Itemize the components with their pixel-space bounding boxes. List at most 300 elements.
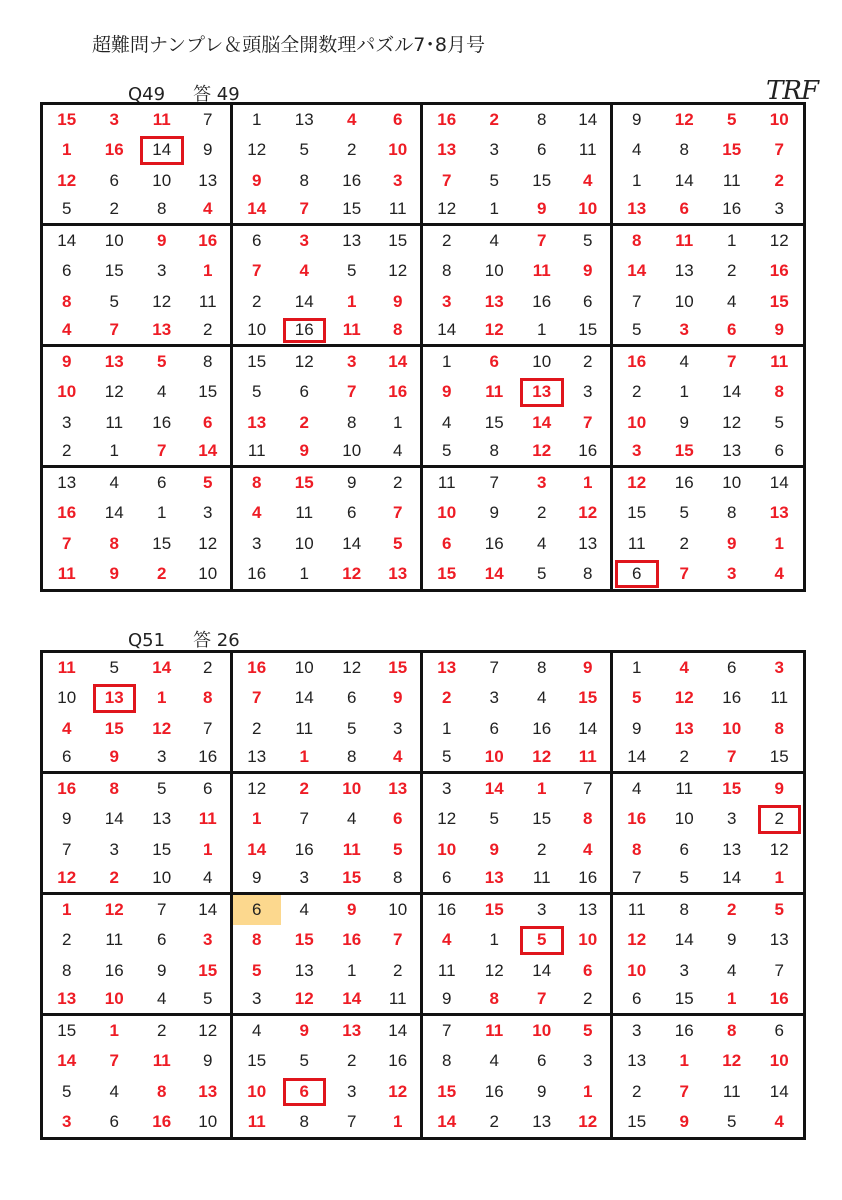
- grid-cell: 3: [489, 688, 499, 708]
- grid-cell: 11: [152, 1051, 171, 1071]
- grid-cell: 2: [442, 231, 452, 251]
- grid-cell: 7: [157, 900, 167, 920]
- grid-cell: 16: [104, 140, 124, 160]
- grid-cell: 8: [376, 317, 424, 347]
- grid-cell: 1: [679, 382, 689, 402]
- grid-cell: 11: [566, 135, 614, 165]
- grid-cell: 6: [661, 196, 709, 226]
- grid-cell: 4: [43, 317, 91, 347]
- grid-cell: 16: [342, 170, 362, 190]
- grid-cell: 12: [342, 563, 362, 583]
- grid-cell: 3: [157, 261, 167, 281]
- grid-cell: 9: [727, 533, 737, 553]
- grid-cell: 4: [186, 865, 234, 895]
- grid-cell: 15: [328, 196, 376, 226]
- answer-label: 答 49: [193, 84, 240, 105]
- grid-cell: 4: [299, 900, 309, 920]
- grid-cell: 9: [489, 503, 499, 523]
- grid-cell: 11: [152, 110, 171, 130]
- grid-cell: 15: [722, 779, 742, 799]
- grid-cell: 15: [294, 473, 314, 493]
- grid-cell: 16: [566, 438, 614, 468]
- grid-cell: 8: [62, 960, 72, 980]
- grid-cell: 15: [532, 170, 552, 190]
- grid-cell: 4: [347, 809, 357, 829]
- grid-cell: 3: [727, 563, 737, 583]
- grid-cell: 4: [252, 503, 262, 523]
- grid-cell: 3: [537, 473, 547, 493]
- grid-cell: 1: [489, 930, 499, 950]
- grid-cell: 8: [471, 438, 519, 468]
- grid-cell: 8: [252, 473, 262, 493]
- grid-cell: 7: [679, 1081, 689, 1101]
- grid-cell: 7: [537, 231, 547, 251]
- grid-cell: 3: [62, 1111, 72, 1131]
- grid-cell: 2: [347, 1051, 357, 1071]
- grid-cell: 8: [679, 900, 689, 920]
- grid-cell: 5: [299, 140, 309, 160]
- grid-cell: 13: [294, 960, 314, 980]
- grid-cell: 10: [294, 658, 314, 678]
- grid-cell: 9: [679, 1111, 689, 1131]
- grid-cell: 3: [756, 196, 804, 226]
- grid-cell: 16: [769, 261, 789, 281]
- grid-cell: 2: [252, 718, 262, 738]
- grid-cell: 2: [299, 412, 309, 432]
- grid-cell: 10: [674, 291, 694, 311]
- puzzle-id: Q49: [128, 84, 166, 105]
- grid-cell: 6: [252, 231, 262, 251]
- grid-cell: 5: [109, 291, 119, 311]
- grid-cell: 13: [437, 658, 457, 678]
- grid-cell: 3: [347, 1081, 357, 1101]
- grid-cell: 16: [532, 718, 552, 738]
- grid-cell: 8: [347, 412, 357, 432]
- grid-cell: 2: [679, 533, 689, 553]
- grid-cell: 1: [632, 658, 642, 678]
- grid-cell: 15: [661, 438, 709, 468]
- grid-cell: 12: [294, 352, 314, 372]
- grid-cell: 6: [442, 533, 452, 553]
- grid-cell: 16: [104, 960, 124, 980]
- grid-cell: 2: [347, 140, 357, 160]
- grid-cell: 3: [347, 352, 357, 372]
- grid-cell: 4: [679, 658, 689, 678]
- grid-cell: 4: [376, 744, 424, 774]
- grid-cell: 8: [186, 347, 234, 377]
- grid-cell: 16: [294, 839, 314, 859]
- grid-cell: 16: [566, 865, 614, 895]
- grid-cell: 10: [57, 382, 77, 402]
- grid-cell: 7: [347, 382, 357, 402]
- grid-cell: 8: [109, 533, 119, 553]
- grid-cell: 4: [632, 140, 642, 160]
- grid-cell: 16: [342, 930, 362, 950]
- grid-cell: 2: [91, 865, 139, 895]
- grid-cell: 1: [566, 1077, 614, 1107]
- grid-cell: 13: [674, 718, 694, 738]
- grid-cell: 9: [727, 930, 737, 950]
- grid-cell: 3: [679, 960, 689, 980]
- grid-cell: 4: [62, 718, 72, 738]
- grid-cell: 10: [566, 925, 614, 955]
- grid-cell: 11: [722, 1081, 741, 1101]
- grid-cell: 9: [62, 352, 72, 372]
- grid-cell: 4: [774, 563, 784, 583]
- grid-cell: 10: [627, 412, 647, 432]
- grid-cell: 4: [376, 438, 424, 468]
- grid-cell: 8: [774, 382, 784, 402]
- grid-cell: 14: [247, 839, 267, 859]
- grid-cell: 7: [376, 925, 424, 955]
- grid-cell: 1: [347, 960, 357, 980]
- grid-cell: 8: [471, 986, 519, 1016]
- grid-cell: 9: [423, 986, 471, 1016]
- grid-cell: 1: [157, 503, 167, 523]
- grid-cell: 1: [632, 170, 642, 190]
- grid-cell: 10: [294, 533, 314, 553]
- answer-label: 答 26: [193, 630, 240, 651]
- grid-cell: 11: [485, 382, 504, 402]
- grid-cell: 14: [294, 688, 314, 708]
- grid-cell: 1: [281, 744, 329, 774]
- grid-cell: 15: [186, 377, 234, 407]
- grid-cell: 6: [233, 895, 281, 925]
- grid-cell: 6: [299, 382, 309, 402]
- grid-cell: 2: [442, 688, 452, 708]
- grid-cell: 8: [679, 140, 689, 160]
- grid-cell: 3: [442, 779, 452, 799]
- grid-cell: 11: [675, 779, 694, 799]
- grid-cell: 13: [769, 503, 789, 523]
- grid-cell: 14: [294, 291, 314, 311]
- grid-cell: 10: [91, 986, 139, 1016]
- grid-cell: 5: [252, 382, 262, 402]
- grid-cell: 14: [722, 382, 742, 402]
- grid-cell: 12: [627, 473, 647, 493]
- grid-cell: 7: [708, 744, 756, 774]
- grid-cell: 13: [566, 529, 614, 559]
- grid-cell: 8: [727, 1021, 737, 1041]
- grid-cell: 7: [186, 105, 234, 135]
- grid-cell: 11: [770, 352, 789, 372]
- grid-cell: 6: [489, 352, 499, 372]
- grid-cell: 15: [186, 956, 234, 986]
- grid-cell: 3: [186, 498, 234, 528]
- grid-cell: 12: [57, 170, 77, 190]
- grid-cell: 12: [674, 110, 694, 130]
- grid-cell: 16: [627, 352, 647, 372]
- grid-cell: 1: [376, 1107, 424, 1137]
- grid-cell: 12: [769, 231, 789, 251]
- grid-cell: 8: [62, 291, 72, 311]
- grid-cell: 10: [627, 960, 647, 980]
- grid-cell: 2: [489, 1111, 499, 1131]
- grid-cell: 7: [442, 170, 452, 190]
- grid-cell: 16: [674, 473, 694, 493]
- grid-cell: 9: [252, 170, 262, 190]
- grid-cell: 11: [722, 170, 741, 190]
- grid-cell: 2: [537, 839, 547, 859]
- grid-cell: 16: [376, 1046, 424, 1076]
- grid-cell: 2: [566, 986, 614, 1016]
- grid-cell: 7: [347, 1111, 357, 1131]
- grid-cell: 11: [105, 930, 124, 950]
- grid-cell: 14: [437, 1111, 457, 1131]
- grid-cell: 4: [109, 1081, 119, 1101]
- grid-cell: 15: [627, 1111, 647, 1131]
- grid-cell: 4: [537, 533, 547, 553]
- grid-cell: 9: [632, 718, 642, 738]
- grid-cell: 11: [247, 1111, 266, 1131]
- answer-cell: 6: [281, 1077, 329, 1107]
- grid-cell: 9: [376, 683, 424, 713]
- grid-cell: 3: [632, 1021, 642, 1041]
- grid-cell: 13: [294, 110, 314, 130]
- grid-cell: 14: [708, 865, 756, 895]
- answer-cell: 2: [756, 804, 804, 834]
- grid-cell: 5: [347, 718, 357, 738]
- grid-cell: 15: [247, 352, 267, 372]
- grid-cell: 15: [722, 140, 742, 160]
- grid-cell: 8: [376, 865, 424, 895]
- grid-cell: 7: [138, 438, 186, 468]
- grid-cell: 6: [679, 839, 689, 859]
- grid-cell: 9: [774, 779, 784, 799]
- grid-cell: 16: [627, 809, 647, 829]
- grid-cell: 14: [769, 1081, 789, 1101]
- grid-cell: 10: [57, 688, 77, 708]
- grid-cell: 16: [152, 412, 172, 432]
- grid-cell: 8: [537, 658, 547, 678]
- grid-cell: 15: [566, 683, 614, 713]
- grid-cell: 15: [756, 744, 804, 774]
- grid-cell: 10: [722, 473, 742, 493]
- grid-cell: 9: [566, 653, 614, 683]
- grid-cell: 8: [566, 804, 614, 834]
- grid-cell: 4: [632, 779, 642, 799]
- grid-cell: 14: [104, 503, 124, 523]
- grid-cell: 3: [233, 986, 281, 1016]
- grid-cell: 14: [376, 1016, 424, 1046]
- grid-cell: 16: [247, 658, 267, 678]
- grid-cell: 3: [186, 925, 234, 955]
- grid-cell: 6: [537, 1051, 547, 1071]
- grid-cell: 11: [233, 438, 281, 468]
- grid-cell: 5: [376, 529, 424, 559]
- grid-cell: 5: [489, 170, 499, 190]
- grid-cell: 8: [109, 779, 119, 799]
- grid-cell: 5: [109, 658, 119, 678]
- grid-cell: 13: [186, 1077, 234, 1107]
- grid-cell: 15: [104, 261, 124, 281]
- grid-cell: 1: [727, 231, 737, 251]
- grid-cell: 11: [342, 839, 361, 859]
- sudoku-grid: [40, 102, 806, 592]
- grid-cell: 4: [252, 1021, 262, 1041]
- grid-cell: 16: [437, 900, 457, 920]
- grid-cell: 12: [43, 865, 91, 895]
- grid-cell: 13: [152, 809, 172, 829]
- grid-cell: 10: [376, 895, 424, 925]
- grid-cell: 1: [442, 352, 452, 372]
- grid-cell: 14: [532, 960, 552, 980]
- grid-cell: 15: [57, 1021, 77, 1041]
- grid-cell: 4: [727, 291, 737, 311]
- grid-cell: 11: [295, 718, 314, 738]
- grid-cell: 12: [769, 839, 789, 859]
- grid-cell: 15: [566, 317, 614, 347]
- grid-cell: 10: [104, 231, 124, 251]
- grid-cell: 16: [708, 196, 756, 226]
- grid-cell: 7: [281, 196, 329, 226]
- grid-cell: 14: [186, 895, 234, 925]
- grid-cell: 1: [186, 256, 234, 286]
- grid-cell: 1: [442, 718, 452, 738]
- grid-cell: 9: [109, 563, 119, 583]
- grid-cell: 11: [437, 473, 456, 493]
- grid-cell: 5: [157, 779, 167, 799]
- grid-cell: 9: [442, 382, 452, 402]
- grid-cell: 6: [613, 986, 661, 1016]
- grid-cell: 12: [518, 438, 566, 468]
- grid-cell: 6: [62, 261, 72, 281]
- grid-cell: 13: [247, 412, 267, 432]
- grid-cell: 4: [109, 473, 119, 493]
- grid-cell: 14: [328, 986, 376, 1016]
- grid-cell: 5: [186, 986, 234, 1016]
- grid-cell: 6: [157, 930, 167, 950]
- grid-cell: 11: [57, 563, 76, 583]
- grid-cell: 13: [532, 1111, 552, 1131]
- grid-cell: 4: [186, 196, 234, 226]
- grid-cell: 12: [281, 986, 329, 1016]
- grid-cell: 1: [299, 563, 309, 583]
- grid-cell: 1: [537, 779, 547, 799]
- grid-cell: 7: [442, 1021, 452, 1041]
- grid-cell: 4: [347, 110, 357, 130]
- grid-cell: 6: [186, 774, 234, 804]
- grid-cell: 10: [152, 170, 172, 190]
- grid-cell: 11: [328, 317, 376, 347]
- grid-cell: 10: [532, 1021, 552, 1041]
- grid-cell: 16: [484, 533, 504, 553]
- grid-cell: 15: [152, 839, 172, 859]
- grid-cell: 12: [566, 498, 614, 528]
- grid-cell: 3: [138, 744, 186, 774]
- grid-cell: 5: [774, 412, 784, 432]
- puzzle-id: Q51: [128, 630, 166, 651]
- grid-cell: 11: [105, 412, 124, 432]
- grid-cell: 11: [57, 658, 76, 678]
- grid-cell: 12: [186, 1016, 234, 1046]
- grid-cell: 15: [247, 1051, 267, 1071]
- grid-cell: 13: [104, 352, 124, 372]
- grid-cell: 7: [62, 533, 72, 553]
- grid-cell: 5: [186, 468, 234, 498]
- grid-cell: 11: [295, 503, 314, 523]
- grid-cell: 5: [661, 865, 709, 895]
- grid-cell: 7: [186, 714, 234, 744]
- grid-cell: 9: [518, 196, 566, 226]
- grid-cell: 7: [727, 352, 737, 372]
- grid-cell: 16: [722, 688, 742, 708]
- grid-cell: 3: [566, 377, 614, 407]
- grid-cell: 8: [328, 744, 376, 774]
- grid-cell: 15: [57, 110, 77, 130]
- grid-cell: 6: [423, 865, 471, 895]
- grid-cell: 12: [722, 412, 742, 432]
- grid-cell: 10: [674, 809, 694, 829]
- grid-cell: 1: [186, 835, 234, 865]
- grid-cell: 4: [138, 986, 186, 1016]
- grid-cell: 11: [627, 900, 646, 920]
- grid-cell: 3: [442, 291, 452, 311]
- grid-cell: 6: [566, 287, 614, 317]
- grid-cell: 7: [566, 408, 614, 438]
- grid-cell: 9: [347, 473, 357, 493]
- grid-cell: 12: [247, 140, 267, 160]
- grid-cell: 7: [566, 774, 614, 804]
- grid-cell: 15: [661, 986, 709, 1016]
- grid-cell: 9: [62, 809, 72, 829]
- grid-cell: 2: [661, 744, 709, 774]
- grid-cell: 8: [442, 1051, 452, 1071]
- grid-cell: 10: [376, 135, 424, 165]
- grid-cell: 2: [774, 170, 784, 190]
- grid-cell: 12: [247, 779, 267, 799]
- grid-cell: 6: [376, 105, 424, 135]
- grid-cell: 8: [774, 718, 784, 738]
- grid-cell: 13: [471, 865, 519, 895]
- grid-cell: 14: [769, 473, 789, 493]
- grid-cell: 8: [632, 839, 642, 859]
- grid-cell: 2: [632, 1081, 642, 1101]
- grid-cell: 11: [518, 865, 566, 895]
- grid-cell: 14: [674, 930, 694, 950]
- grid-cell: 10: [437, 503, 457, 523]
- grid-cell: 14: [566, 105, 614, 135]
- grid-cell: 11: [566, 744, 614, 774]
- grid-cell: 12: [376, 1077, 424, 1107]
- grid-cell: 10: [471, 744, 519, 774]
- grid-cell: 9: [679, 412, 689, 432]
- grid-cell: 13: [376, 774, 424, 804]
- grid-cell: 14: [423, 317, 471, 347]
- grid-cell: 14: [57, 231, 77, 251]
- grid-cell: 2: [376, 956, 424, 986]
- grid-cell: 13: [613, 196, 661, 226]
- grid-cell: 14: [566, 714, 614, 744]
- grid-cell: 10: [138, 865, 186, 895]
- grid-cell: 1: [252, 110, 262, 130]
- grid-cell: 3: [62, 412, 72, 432]
- grid-cell: 9: [632, 110, 642, 130]
- grid-cell: 1: [471, 196, 519, 226]
- grid-cell: 16: [532, 291, 552, 311]
- grid-cell: 7: [299, 809, 309, 829]
- grid-cell: 7: [62, 839, 72, 859]
- grid-cell: 1: [157, 688, 167, 708]
- grid-cell: 9: [489, 839, 499, 859]
- grid-cell: 13: [674, 261, 694, 281]
- answer-cell: 13: [91, 683, 139, 713]
- grid-cell: 3: [109, 839, 119, 859]
- grid-cell: 12: [104, 900, 124, 920]
- grid-cell: 2: [91, 196, 139, 226]
- grid-cell: 15: [294, 930, 314, 950]
- grid-cell: 10: [769, 1051, 789, 1071]
